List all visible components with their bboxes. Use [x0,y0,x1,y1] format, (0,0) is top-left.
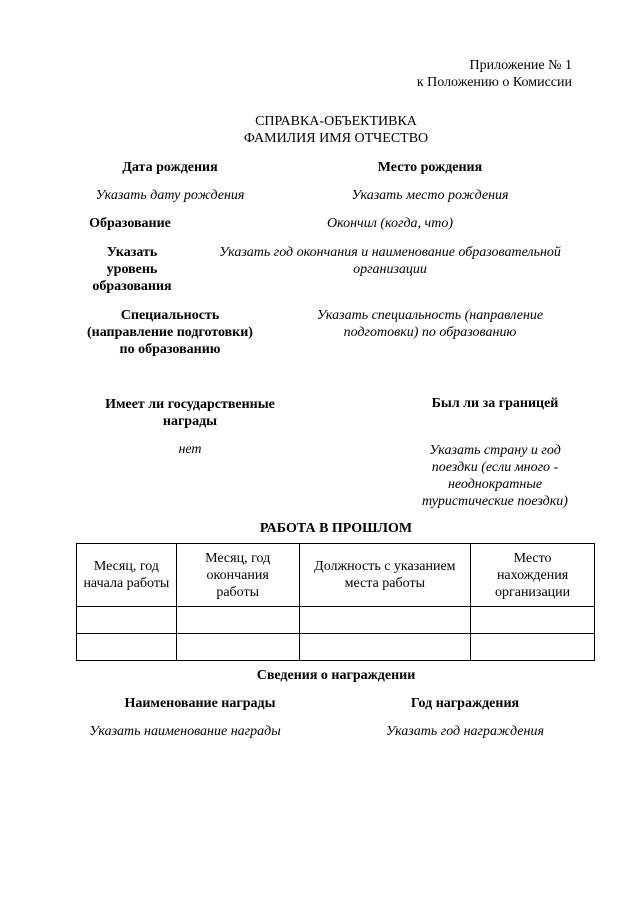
award-name-label: Наименование награды [124,696,276,711]
column-header-location: Место нахождения организации [471,544,595,607]
birth-place-value: Указать место рождения [351,188,509,203]
table-cell[interactable] [77,634,177,661]
table-cell[interactable] [176,634,299,661]
birth-date-label: Дата рождения [122,160,218,175]
award-year-value: Указать год награждения [386,724,544,739]
column-header-end: Месяц, год окончания работы [176,544,299,607]
education-value: Окончил (когда, что) [326,216,454,231]
appendix-line-1: Приложение № 1 [469,58,572,73]
full-name-placeholder: ФАМИЛИЯ ИМЯ ОТЧЕСТВО [243,131,429,146]
abroad-value: Указать страну и год поездки (если много - неоднократные туристические поездки) [422,443,568,509]
state-awards-value: нет [178,442,202,457]
table-cell[interactable] [176,607,299,634]
table-header-row [77,544,595,607]
table-cell[interactable] [471,607,595,634]
document-title: СПРАВКА-ОБЪЕКТИВКА [255,114,417,129]
specialty-label: Специальность (направление подготовки) по образованию [87,308,253,357]
appendix-line-2: к Положению о Комиссии [416,75,572,90]
state-awards-label: Имеет ли государственные награды [105,397,275,429]
awards-heading: Сведения о награждении [256,668,416,683]
education-level-label: Указать уровень образования [92,245,172,294]
table-cell[interactable] [299,607,471,634]
education-level-value: Указать год окончания и наименование образовательной организации [219,245,561,277]
work-history-table [76,543,595,661]
table-cell[interactable] [299,634,471,661]
table-cell[interactable] [471,634,595,661]
column-header-position: Должность с указанием места работы [299,544,471,607]
award-year-label: Год награждения [410,696,520,711]
column-header-start: Месяц, год начала работы [77,544,177,607]
table-cell[interactable] [77,607,177,634]
specialty-value: Указать специальность (направление подготовки) по образованию [316,308,544,340]
award-name-value: Указать наименование награды [89,724,281,739]
table-row [77,607,595,634]
birth-date-value: Указать дату рождения [95,188,245,203]
abroad-label: Был ли за границей [431,396,559,411]
education-label: Образование [89,216,171,231]
birth-place-label: Место рождения [377,160,483,175]
table-row [77,634,595,661]
work-history-heading: РАБОТА В ПРОШЛОМ [259,521,413,536]
